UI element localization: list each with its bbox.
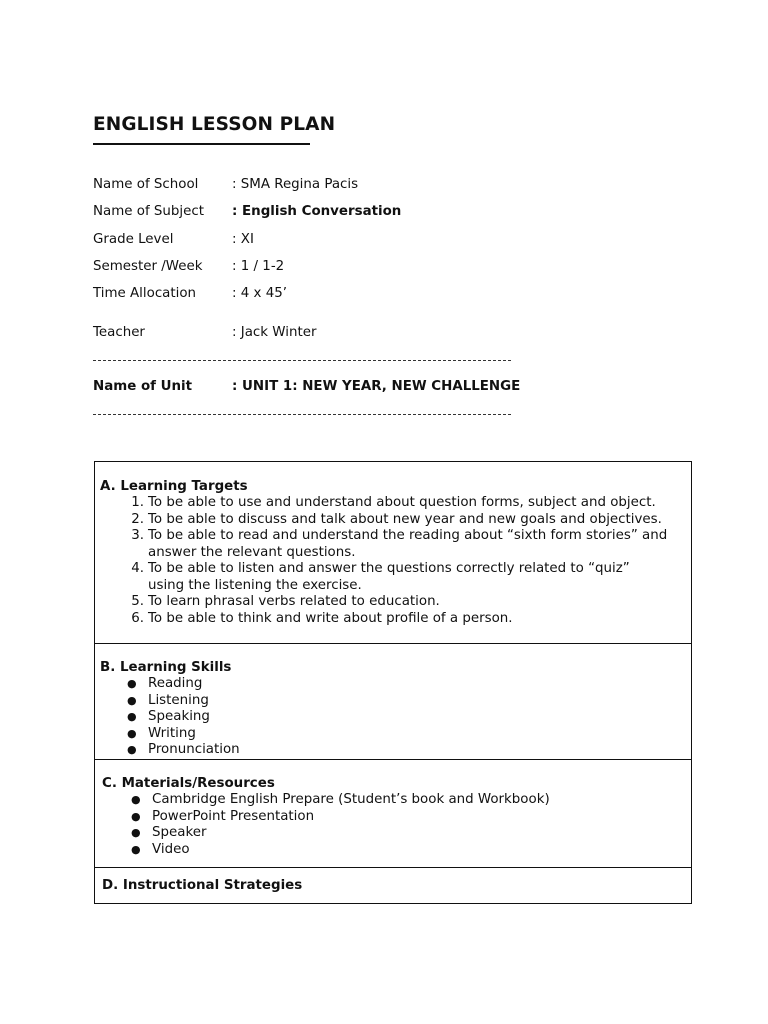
section-materials-resources bbox=[95, 760, 691, 868]
item-text: Cambridge English Prepare (Student’s book and Workbook) bbox=[152, 792, 550, 807]
item-text: Video bbox=[152, 841, 190, 857]
item-text: To be able to discuss and talk about new year and new goals and objectives. bbox=[148, 511, 662, 527]
title-underline bbox=[93, 143, 310, 145]
bullet-icon: ● bbox=[131, 809, 141, 823]
item-text: Speaking bbox=[148, 709, 210, 724]
section-learning-targets bbox=[95, 462, 691, 644]
subject-value: : English Conversation bbox=[232, 204, 402, 219]
list-item bbox=[127, 725, 240, 743]
subject-label: Name of Subject bbox=[93, 204, 204, 219]
item-number: 3. bbox=[131, 528, 144, 543]
learning-skills-heading: B. Learning Skills bbox=[100, 660, 232, 675]
item-text: Speaker bbox=[152, 825, 207, 840]
list-item bbox=[131, 825, 550, 842]
bullet-icon: ● bbox=[127, 710, 137, 723]
bullet-icon: ● bbox=[131, 842, 141, 856]
list-item bbox=[131, 594, 667, 611]
teacher-value: : Jack Winter bbox=[232, 325, 317, 340]
teacher-label: Teacher bbox=[93, 325, 145, 340]
bullet-icon: ● bbox=[127, 677, 137, 690]
bullet-icon: ● bbox=[131, 793, 141, 806]
list-item bbox=[131, 495, 667, 512]
time-label: Time Allocation bbox=[93, 286, 197, 301]
item-number: 4. bbox=[131, 561, 144, 576]
materials-heading: C. Materials/Resources bbox=[102, 776, 275, 791]
list-item bbox=[131, 808, 550, 826]
bullet-icon: ● bbox=[131, 826, 141, 839]
item-text: To be able to use and understand about question forms, subject and object. bbox=[148, 495, 656, 510]
item-text: PowerPoint Presentation bbox=[152, 808, 315, 824]
grade-label: Grade Level bbox=[93, 232, 174, 247]
bullet-icon: ● bbox=[127, 726, 137, 740]
unit-label: Name of Unit bbox=[93, 379, 193, 394]
materials-list bbox=[131, 792, 550, 858]
document-title: ENGLISH LESSON PLAN bbox=[93, 114, 336, 135]
list-item bbox=[131, 792, 550, 809]
dashed-separator-top bbox=[93, 360, 511, 361]
item-text: To be able to think and write about profile of a person. bbox=[148, 610, 513, 626]
school-label: Name of School bbox=[93, 177, 199, 192]
item-number: 1. bbox=[131, 495, 144, 510]
bullet-icon: ● bbox=[127, 743, 137, 756]
school-value: : SMA Regina Pacis bbox=[232, 177, 359, 192]
item-text: Writing bbox=[148, 725, 196, 741]
info-row-grade bbox=[93, 231, 254, 249]
info-row-time bbox=[93, 285, 287, 303]
time-value: : 4 x 45’ bbox=[232, 286, 288, 301]
item-text-continued: answer the relevant questions. bbox=[148, 544, 356, 560]
item-text: To learn phrasal verbs related to education. bbox=[148, 594, 440, 609]
section-learning-skills bbox=[95, 644, 691, 760]
list-item bbox=[131, 841, 550, 859]
info-row-semester bbox=[93, 258, 284, 276]
list-item bbox=[127, 742, 240, 759]
item-number: 2. bbox=[131, 511, 144, 527]
item-text: To be able to read and understand the reading about “sixth form stories” and bbox=[148, 528, 668, 543]
list-item bbox=[127, 676, 240, 693]
learning-targets-list bbox=[131, 495, 668, 627]
list-item bbox=[131, 610, 667, 628]
list-item bbox=[131, 561, 667, 594]
list-item bbox=[131, 511, 667, 529]
dashed-separator-bottom bbox=[93, 414, 511, 415]
item-text: Pronunciation bbox=[148, 742, 240, 757]
info-row-school bbox=[93, 176, 358, 194]
list-item bbox=[131, 528, 668, 561]
item-text: To be able to listen and answer the questions correctly related to “quiz” bbox=[148, 561, 630, 576]
section-instructional-strategies bbox=[95, 868, 691, 903]
list-item bbox=[127, 709, 240, 726]
item-number: 6. bbox=[131, 610, 144, 626]
unit-row bbox=[93, 378, 520, 396]
lesson-plan-table bbox=[94, 461, 692, 904]
semester-value: : 1 / 1-2 bbox=[232, 259, 285, 274]
list-item bbox=[127, 692, 240, 710]
grade-value: : XI bbox=[232, 232, 254, 247]
semester-label: Semester /Week bbox=[93, 259, 203, 274]
item-number: 5. bbox=[131, 594, 144, 609]
learning-targets-heading: A. Learning Targets bbox=[100, 479, 248, 494]
instructional-strategies-heading: D. Instructional Strategies bbox=[102, 878, 303, 893]
unit-value: : UNIT 1: NEW YEAR, NEW CHALLENGE bbox=[232, 379, 521, 394]
item-text: Reading bbox=[148, 676, 203, 691]
item-text: Listening bbox=[148, 692, 209, 708]
item-text-continued: using the listening the exercise. bbox=[148, 577, 362, 593]
info-row-subject bbox=[93, 203, 401, 221]
info-row-teacher bbox=[93, 324, 316, 342]
bullet-icon: ● bbox=[127, 693, 137, 707]
learning-skills-list bbox=[127, 676, 240, 759]
